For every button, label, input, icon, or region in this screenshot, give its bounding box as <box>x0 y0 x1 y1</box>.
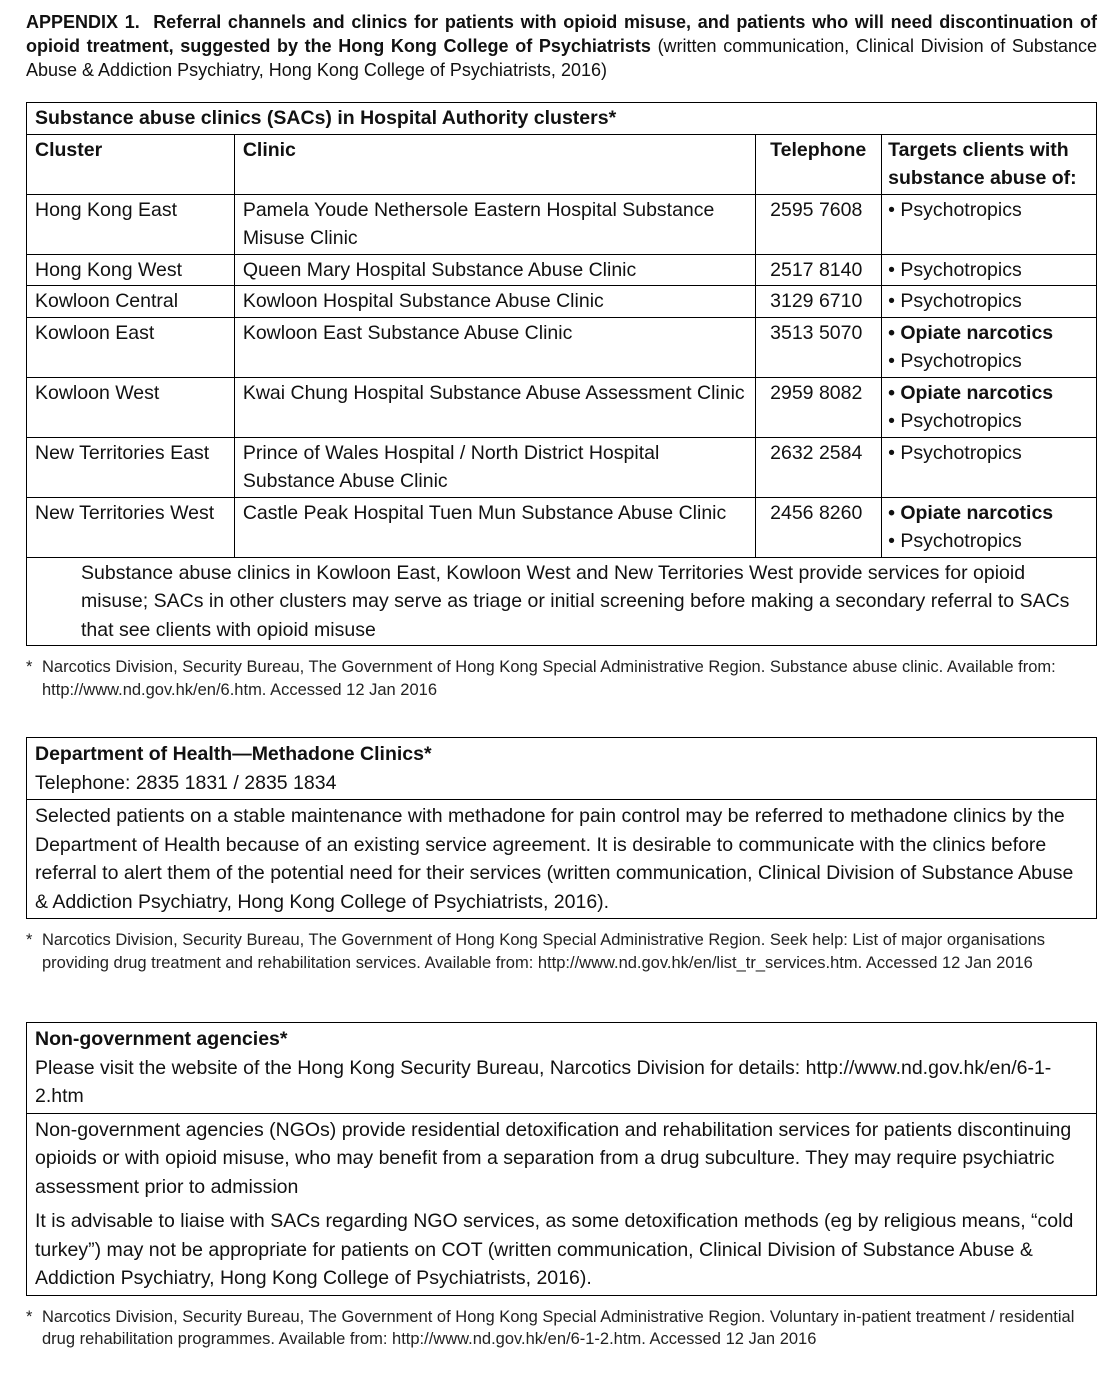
telephone-cell: 3129 6710 <box>756 286 882 318</box>
ngo-header-row <box>27 1023 1097 1114</box>
sac-table-header-row <box>27 134 1097 194</box>
methadone-header-cell <box>27 738 1097 800</box>
ngo-paragraph-1: Non-government agencies (NGOs) provide residential detoxification and rehabilitation services for patients discontinuing opioids or with opioid misuse, who may benefit from a separation from a drug subculture. They may require psychiatric assessment prior to admission <box>35 1118 1072 1198</box>
telephone-cell: 2456 8260 <box>756 497 882 557</box>
sac-table-title: Substance abuse clinics (SACs) in Hospital Authority clusters* <box>27 103 1097 135</box>
target-psychotropics: • Psychotropics <box>888 290 1022 312</box>
ngo-header-cell <box>27 1023 1097 1114</box>
methadone-footnote <box>26 929 1097 974</box>
methadone-telephone: Telephone: 2835 1831 / 2835 1834 <box>35 771 337 794</box>
cluster-cell: Hong Kong East <box>27 194 235 254</box>
appendix-source: (written communication, Clinical Division of Substance Abuse & Addiction Psychiatry, Hong Kong College of Psychiatrists, 2016) <box>26 36 1097 80</box>
clinic-cell: Kowloon East Substance Abuse Clinic <box>234 317 755 377</box>
cluster-cell: Kowloon Central <box>27 286 235 318</box>
clinic-cell: Kowloon Hospital Substance Abuse Clinic <box>234 286 755 318</box>
methadone-box <box>26 737 1097 919</box>
clinic-cell: Prince of Wales Hospital / North District Hospital Substance Abuse Clinic <box>234 437 755 497</box>
table-row <box>27 377 1097 437</box>
clinic-cell: Kwai Chung Hospital Substance Abuse Assessment Clinic <box>234 377 755 437</box>
cluster-cell: Kowloon East <box>27 317 235 377</box>
telephone-cell: 2959 8082 <box>756 377 882 437</box>
telephone-cell: 2632 2584 <box>756 437 882 497</box>
clinic-cell: Pamela Youde Nethersole Eastern Hospital Substance Misuse Clinic <box>234 194 755 254</box>
target-psychotropics: • Psychotropics <box>888 410 1022 432</box>
cluster-cell: New Territories West <box>27 497 235 557</box>
ngo-body-row <box>27 1113 1097 1295</box>
sac-table <box>26 102 1097 646</box>
cluster-cell: Kowloon West <box>27 377 235 437</box>
footnote-marker: * <box>26 658 33 676</box>
footnote-marker: * <box>26 1307 33 1326</box>
telephone-cell: 2595 7608 <box>756 194 882 254</box>
ngo-footnote-text: Narcotics Division, Security Bureau, The Government of Hong Kong Special Administrative Region. Voluntary in-patient treatment / residential drug rehabilitation programmes. Available from: http://www.nd.gov.hk/en/6-1-2.htm. Accessed 12 Jan 2016 <box>42 1307 1075 1348</box>
ngo-box <box>26 1022 1097 1296</box>
sac-table-title-row <box>27 103 1097 135</box>
sac-footnote <box>26 656 1097 701</box>
target-psychotropics: • Psychotropics <box>888 258 1022 281</box>
footnote-marker: * <box>26 931 33 949</box>
targets-cell <box>882 377 1097 437</box>
methadone-header-row <box>27 738 1097 800</box>
telephone-cell: 3513 5070 <box>756 317 882 377</box>
target-opiate-narcotics: • Opiate narcotics <box>888 321 1054 344</box>
appendix-label: APPENDIX 1. <box>26 12 140 32</box>
methadone-footnote-text: Narcotics Division, Security Bureau, The Government of Hong Kong Special Administrative Region. Seek help: List of major organisations providing drug treatment and rehabilitation services. Available from: http://www.nd.gov.hk/en/list_tr_services.htm. Accessed 12 Jan 2016 <box>42 931 1046 972</box>
methadone-body: Selected patients on a stable maintenance with methadone for pain control may be referred to methadone clinics by the Department of Health because of an existing service agreement. It is desirable to communicate with the clinics before referral to alert them of the potential need for their services (written communication, Clinical Division of Substance Abuse & Addiction Psychiatry, Hong Kong College of Psychiatrists, 2016). <box>27 800 1097 919</box>
appendix-title: Referral channels and clinics for patients with opioid misuse, and patients who will need discontinuation of opioid treatment, suggested by the Hong Kong College of Psychiatrists <box>26 12 1097 56</box>
table-row <box>27 317 1097 377</box>
sac-note: Substance abuse clinics in Kowloon East, Kowloon West and New Territories West provide services for opioid misuse; SACs in other clusters may serve as triage or initial screening before making a secondary referral to SACs that see clients with opioid misuse <box>27 557 1097 646</box>
targets-cell <box>882 286 1097 318</box>
targets-cell <box>882 317 1097 377</box>
target-opiate-narcotics: • Opiate narcotics <box>888 381 1054 404</box>
ngo-title: Non-government agencies* <box>35 1028 288 1050</box>
table-row <box>27 286 1097 318</box>
target-psychotropics: • Psychotropics <box>888 530 1022 552</box>
ngo-paragraph-2: It is advisable to liaise with SACs regarding NGO services, as some detoxification methods (eg by religious means, “cold turkey”) may not be appropriate for patients on COT (written communication, Clinical Division of Substance Abuse & Addiction Psychiatry, Hong Kong College of Psychiatrists, 2016). <box>35 1210 1074 1289</box>
targets-cell <box>882 437 1097 497</box>
clinic-cell: Queen Mary Hospital Substance Abuse Clinic <box>234 254 755 286</box>
targets-cell <box>882 254 1097 286</box>
targets-cell <box>882 497 1097 557</box>
target-opiate-narcotics: • Opiate narcotics <box>888 501 1054 524</box>
table-row <box>27 497 1097 557</box>
cluster-cell: Hong Kong West <box>27 254 235 286</box>
target-psychotropics: • Psychotropics <box>888 198 1022 221</box>
methadone-body-row <box>27 800 1097 919</box>
appendix-heading <box>26 10 1097 82</box>
header-clinic: Clinic <box>234 134 755 194</box>
target-psychotropics: • Psychotropics <box>888 350 1022 372</box>
header-cluster: Cluster <box>27 134 235 194</box>
methadone-title: Department of Health—Methadone Clinics* <box>35 743 432 765</box>
sac-note-row <box>27 557 1097 646</box>
header-telephone: Telephone <box>756 134 882 194</box>
clinic-cell: Castle Peak Hospital Tuen Mun Substance Abuse Clinic <box>234 497 755 557</box>
ngo-footnote <box>26 1306 1097 1351</box>
targets-cell <box>882 194 1097 254</box>
telephone-cell: 2517 8140 <box>756 254 882 286</box>
header-targets: Targets clients with substance abuse of: <box>882 134 1097 194</box>
sac-footnote-text: Narcotics Division, Security Bureau, The Government of Hong Kong Special Administrative Region. Substance abuse clinic. Available from: http://www.nd.gov.hk/en/6.htm. Accessed 12 Jan 2016 <box>42 658 1056 699</box>
ngo-body-cell <box>27 1113 1097 1295</box>
ngo-website: Please visit the website of the Hong Kong Security Bureau, Narcotics Division for details: http://www.nd.gov.hk/en/6-1-2.htm <box>35 1056 1052 1107</box>
cluster-cell: New Territories East <box>27 437 235 497</box>
table-row <box>27 437 1097 497</box>
target-psychotropics: • Psychotropics <box>888 441 1022 464</box>
table-row <box>27 254 1097 286</box>
table-row <box>27 194 1097 254</box>
appendix-page <box>26 10 1097 1351</box>
